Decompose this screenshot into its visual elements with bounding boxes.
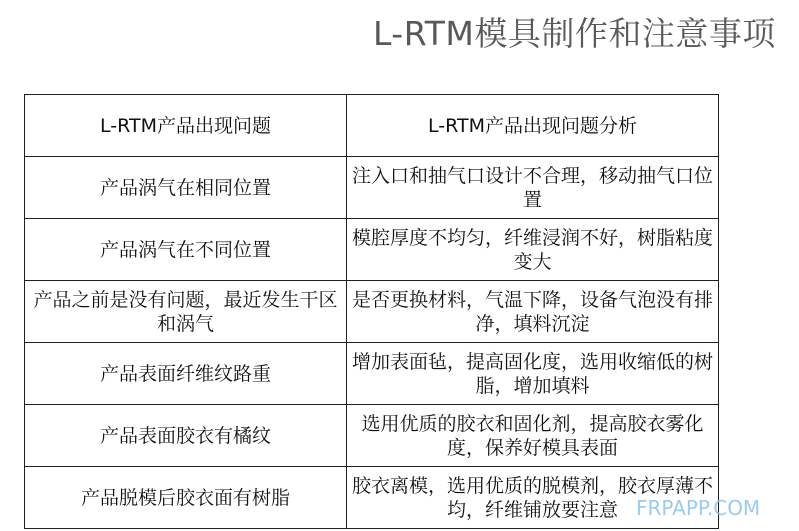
analysis-cell: 胶衣离模，选用优质的脱模剂，胶衣厚薄不均，纤维铺放要注意 <box>347 467 719 529</box>
analysis-cell: 增加表面毡，提高固化度，选用收缩低的树脂，增加填料 <box>347 343 719 405</box>
analysis-cell: 模腔厚度不均匀，纤维浸润不好，树脂粘度变大 <box>347 219 719 281</box>
problem-cell: 产品涡气在相同位置 <box>25 157 347 219</box>
problem-cell: 产品表面纤维纹路重 <box>25 343 347 405</box>
table-row <box>25 219 719 281</box>
table-row <box>25 405 719 467</box>
table-row <box>25 343 719 405</box>
table-row <box>25 157 719 219</box>
issues-table <box>24 94 719 529</box>
analysis-cell: 注入口和抽气口设计不合理，移动抽气口位置 <box>347 157 719 219</box>
table-row <box>25 467 719 529</box>
problem-cell: 产品脱模后胶衣面有树脂 <box>25 467 347 529</box>
watermark: FRPAPP.COM <box>636 496 761 520</box>
analysis-cell: 是否更换材料，气温下降，设备气泡没有排净，填料沉淀 <box>347 281 719 343</box>
problem-cell: 产品涡气在不同位置 <box>25 219 347 281</box>
header-problem: L-RTM产品出现问题 <box>25 95 347 157</box>
header-analysis: L-RTM产品出现问题分析 <box>347 95 719 157</box>
table-header-row <box>25 95 719 157</box>
table-row <box>25 281 719 343</box>
problem-cell: 产品之前是没有问题，最近发生干区和涡气 <box>25 281 347 343</box>
page-title: L-RTM模具制作和注意事项 <box>373 14 776 53</box>
problem-cell: 产品表面胶衣有橘纹 <box>25 405 347 467</box>
analysis-cell: 选用优质的胶衣和固化剂，提高胶衣雾化度，保养好模具表面 <box>347 405 719 467</box>
